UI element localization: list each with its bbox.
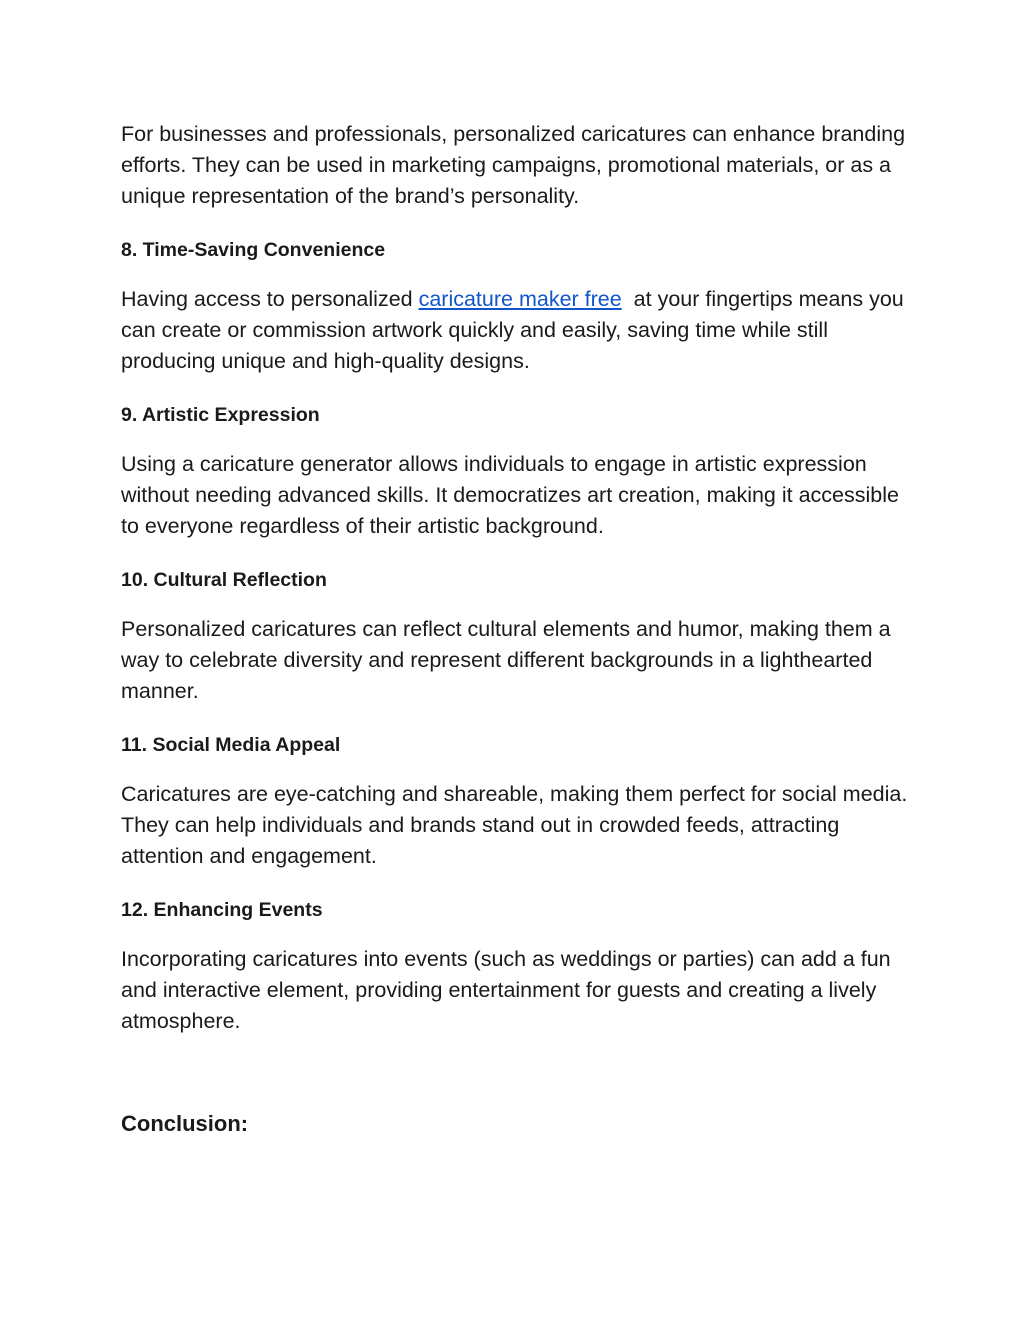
section-12-paragraph: Incorporating caricatures into events (such as weddings or parties) can add a fun and interactive element, providing entertainment for guests and creating a lively atmosphere. — [121, 947, 891, 1033]
intro-paragraph: For businesses and professionals, personalized caricatures can enhance branding efforts. They can be used in marketing campaigns, promotional materials, or as a unique representation of the brand’s personality. — [121, 122, 906, 208]
section-11-heading: 11. Social Media Appeal — [121, 734, 341, 756]
section-8-text-after-link: at your fingertips means you can create or commission artwork quickly and easily, saving time while still producing unique and high-quality designs. — [121, 287, 910, 373]
section-10-paragraph: Personalized caricatures can reflect cultural elements and humor, making them a way to celebrate diversity and represent different backgrounds in a lighthearted manner. — [121, 617, 891, 703]
section-8-heading: 8. Time-Saving Convenience — [121, 239, 386, 261]
section-10-heading: 10. Cultural Reflection — [121, 569, 327, 591]
caricature-maker-free-link[interactable]: caricature maker free — [418, 287, 622, 311]
section-9-heading: 9. Artistic Expression — [121, 404, 320, 426]
section-11-paragraph: Caricatures are eye-catching and shareable, making them perfect for social media. They can help individuals and brands stand out in crowded feeds, attracting attention and engagement. — [121, 782, 908, 868]
section-12-heading: 12. Enhancing Events — [121, 899, 323, 921]
section-8-text-before-link: Having access to personalized — [121, 287, 419, 311]
section-8-paragraph — [121, 284, 921, 377]
section-9-paragraph: Using a caricature generator allows individuals to engage in artistic expression without needing advanced skills. It democratizes art creation, making it accessible to everyone regardless of their artistic background. — [121, 452, 899, 538]
conclusion-heading: Conclusion: — [121, 1111, 249, 1136]
